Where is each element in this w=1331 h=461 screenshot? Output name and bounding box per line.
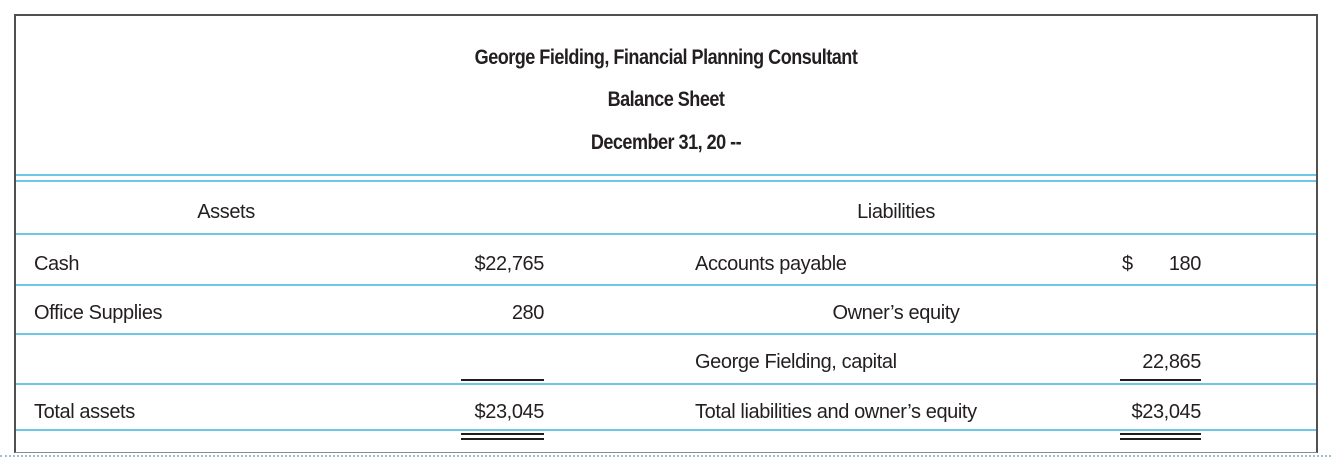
statement-title: Balance Sheet (607, 88, 725, 111)
row-separator-1 (16, 233, 1316, 235)
total-equity-double-rule-top (1120, 433, 1201, 435)
liability-amount-accounts-payable: 180 (1168, 253, 1201, 275)
asset-amount-office-supplies: 280 (511, 302, 544, 324)
row-separator-3 (16, 333, 1316, 335)
statement-date: December 31, 20 -- (590, 131, 742, 154)
asset-label-office-supplies: Office Supplies (34, 302, 163, 324)
liabilities-heading: Liabilities (857, 201, 935, 223)
total-assets-double-rule-top (461, 433, 544, 435)
equity-label-capital: George Fielding, capital (695, 351, 897, 373)
total-assets-amount: $23,045 (474, 401, 544, 423)
liability-dollar-sign: $ (1122, 253, 1133, 275)
asset-label-cash: Cash (34, 253, 80, 275)
header-separator-bottom (16, 180, 1316, 182)
total-assets-label: Total assets (34, 401, 135, 423)
row-separator-2 (16, 284, 1316, 286)
assets-heading: Assets (197, 201, 255, 223)
row-separator-4 (16, 383, 1316, 385)
total-equity-double-rule-bottom (1120, 438, 1201, 440)
equity-heading: Owner’s equity (832, 302, 960, 324)
total-liabilities-equity-label: Total liabilities and owner’s equity (695, 401, 977, 423)
asset-amount-cash: $22,765 (474, 253, 544, 275)
balance-sheet (14, 14, 1318, 453)
bottom-dotted-edge (0, 455, 1331, 457)
equity-subtotal-rule (1120, 379, 1201, 381)
company-name: George Fielding, Financial Planning Consultant (474, 46, 858, 69)
liability-label-accounts-payable: Accounts payable (695, 253, 847, 275)
header-separator-top (16, 174, 1316, 176)
total-assets-double-rule-bottom (461, 438, 544, 440)
equity-amount-capital: 22,865 (1142, 351, 1201, 373)
asset-subtotal-rule (461, 379, 544, 381)
total-liabilities-equity-amount: $23,045 (1131, 401, 1201, 423)
row-separator-5 (16, 429, 1316, 431)
